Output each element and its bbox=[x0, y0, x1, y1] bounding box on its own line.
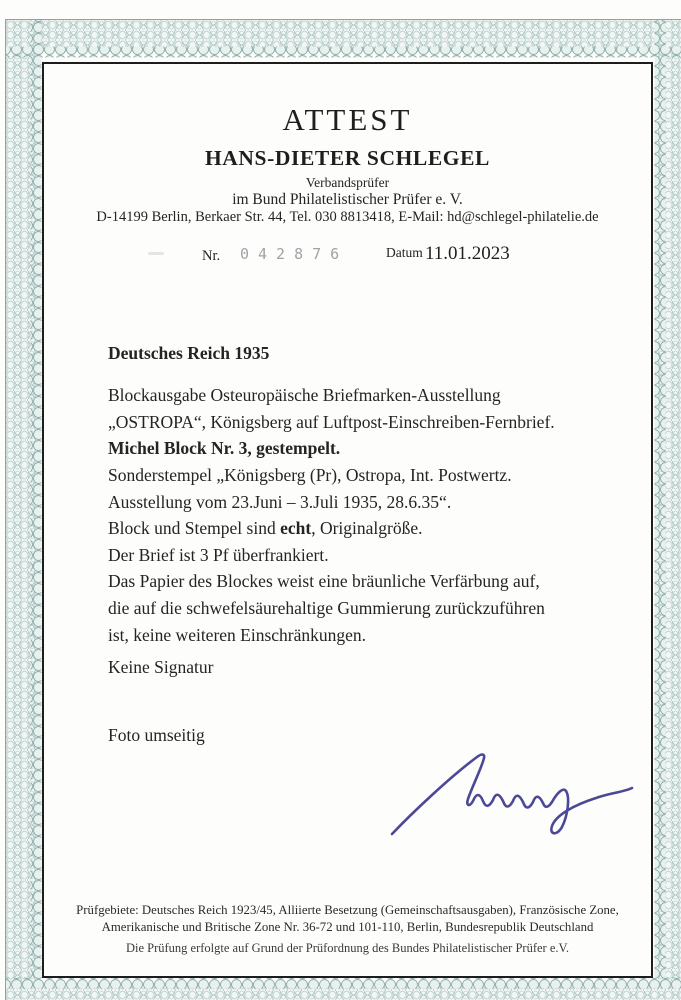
date-value: 11.01.2023 bbox=[425, 243, 510, 264]
authenticity-line: Der Brief ist 3 Pf überfrankiert. bbox=[108, 544, 329, 565]
scan-smudge bbox=[148, 252, 164, 255]
authenticity-line: Das Papier des Blockes weist eine bräunliche Verfärbung auf, bbox=[108, 571, 540, 592]
certificate-inner-border bbox=[42, 62, 653, 978]
certificate-number-label: Nr. bbox=[202, 248, 221, 264]
examiner-name: HANS-DIETER SCHLEGEL bbox=[204, 146, 490, 170]
authenticity-line: Block und Stempel sind echt, Originalgröße. bbox=[108, 518, 423, 538]
areas-line: Prüfgebiete: Deutsches Reich 1923/45, Alliierte Besetzung (Gemeinschaftsausgaben), Französische Zone, bbox=[76, 903, 619, 917]
item-description bbox=[108, 382, 628, 516]
contact-line: D-14199 Berlin, Berkaer Str. 44, Tel. 030 8813418, E-Mail: hd@schlegel-philatelie.de bbox=[96, 209, 599, 225]
date-label: Datum bbox=[386, 245, 423, 260]
legal-note: Die Prüfung erfolgte auf Grund der Prüfordnung des Bundes Philatelistischer Prüfer e.V. bbox=[125, 941, 570, 955]
description-line: Ausstellung vom 23.Juni – 3.Juli 1935, 28.6.35“. bbox=[108, 491, 452, 512]
michel-block-line: Michel Block Nr. 3, gestempelt. bbox=[108, 438, 341, 459]
photo-note: Foto umseitig bbox=[108, 725, 205, 745]
no-signature-note: Keine Signatur bbox=[108, 657, 214, 677]
areas-line: Amerikanische und Britische Zone Nr. 36-72 und 101-110, Berlin, Bundesrepublik Deutschland bbox=[101, 919, 594, 934]
document-title: ATTEST bbox=[282, 102, 413, 137]
certificate-number-stamp: 042876 bbox=[240, 245, 349, 263]
handwritten-signature bbox=[384, 747, 634, 847]
echt-emphasis: echt bbox=[280, 518, 312, 538]
description-line: Blockausgabe Osteuropäische Briefmarken-Ausstellung bbox=[108, 385, 501, 405]
association-line: im Bund Philatelistischer Prüfer e. V. bbox=[232, 191, 463, 208]
authenticity-line: die auf die schwefelsäurehaltige Gummierung zurückzuführen bbox=[108, 598, 545, 619]
description-line: „OSTROPA“, Königsberg auf Luftpost-Einschreiben-Fernbrief. bbox=[108, 411, 555, 432]
authenticity-line: ist, keine weiteren Einschränkungen. bbox=[108, 624, 367, 645]
item-heading: Deutsches Reich 1935 bbox=[108, 343, 270, 363]
examiner-role: Verbandsprüfer bbox=[305, 175, 390, 190]
description-line: Sonderstempel „Königsberg (Pr), Ostropa, Int. Postwertz. bbox=[108, 465, 512, 486]
authenticity-statement bbox=[108, 515, 628, 649]
examination-areas bbox=[44, 902, 651, 935]
